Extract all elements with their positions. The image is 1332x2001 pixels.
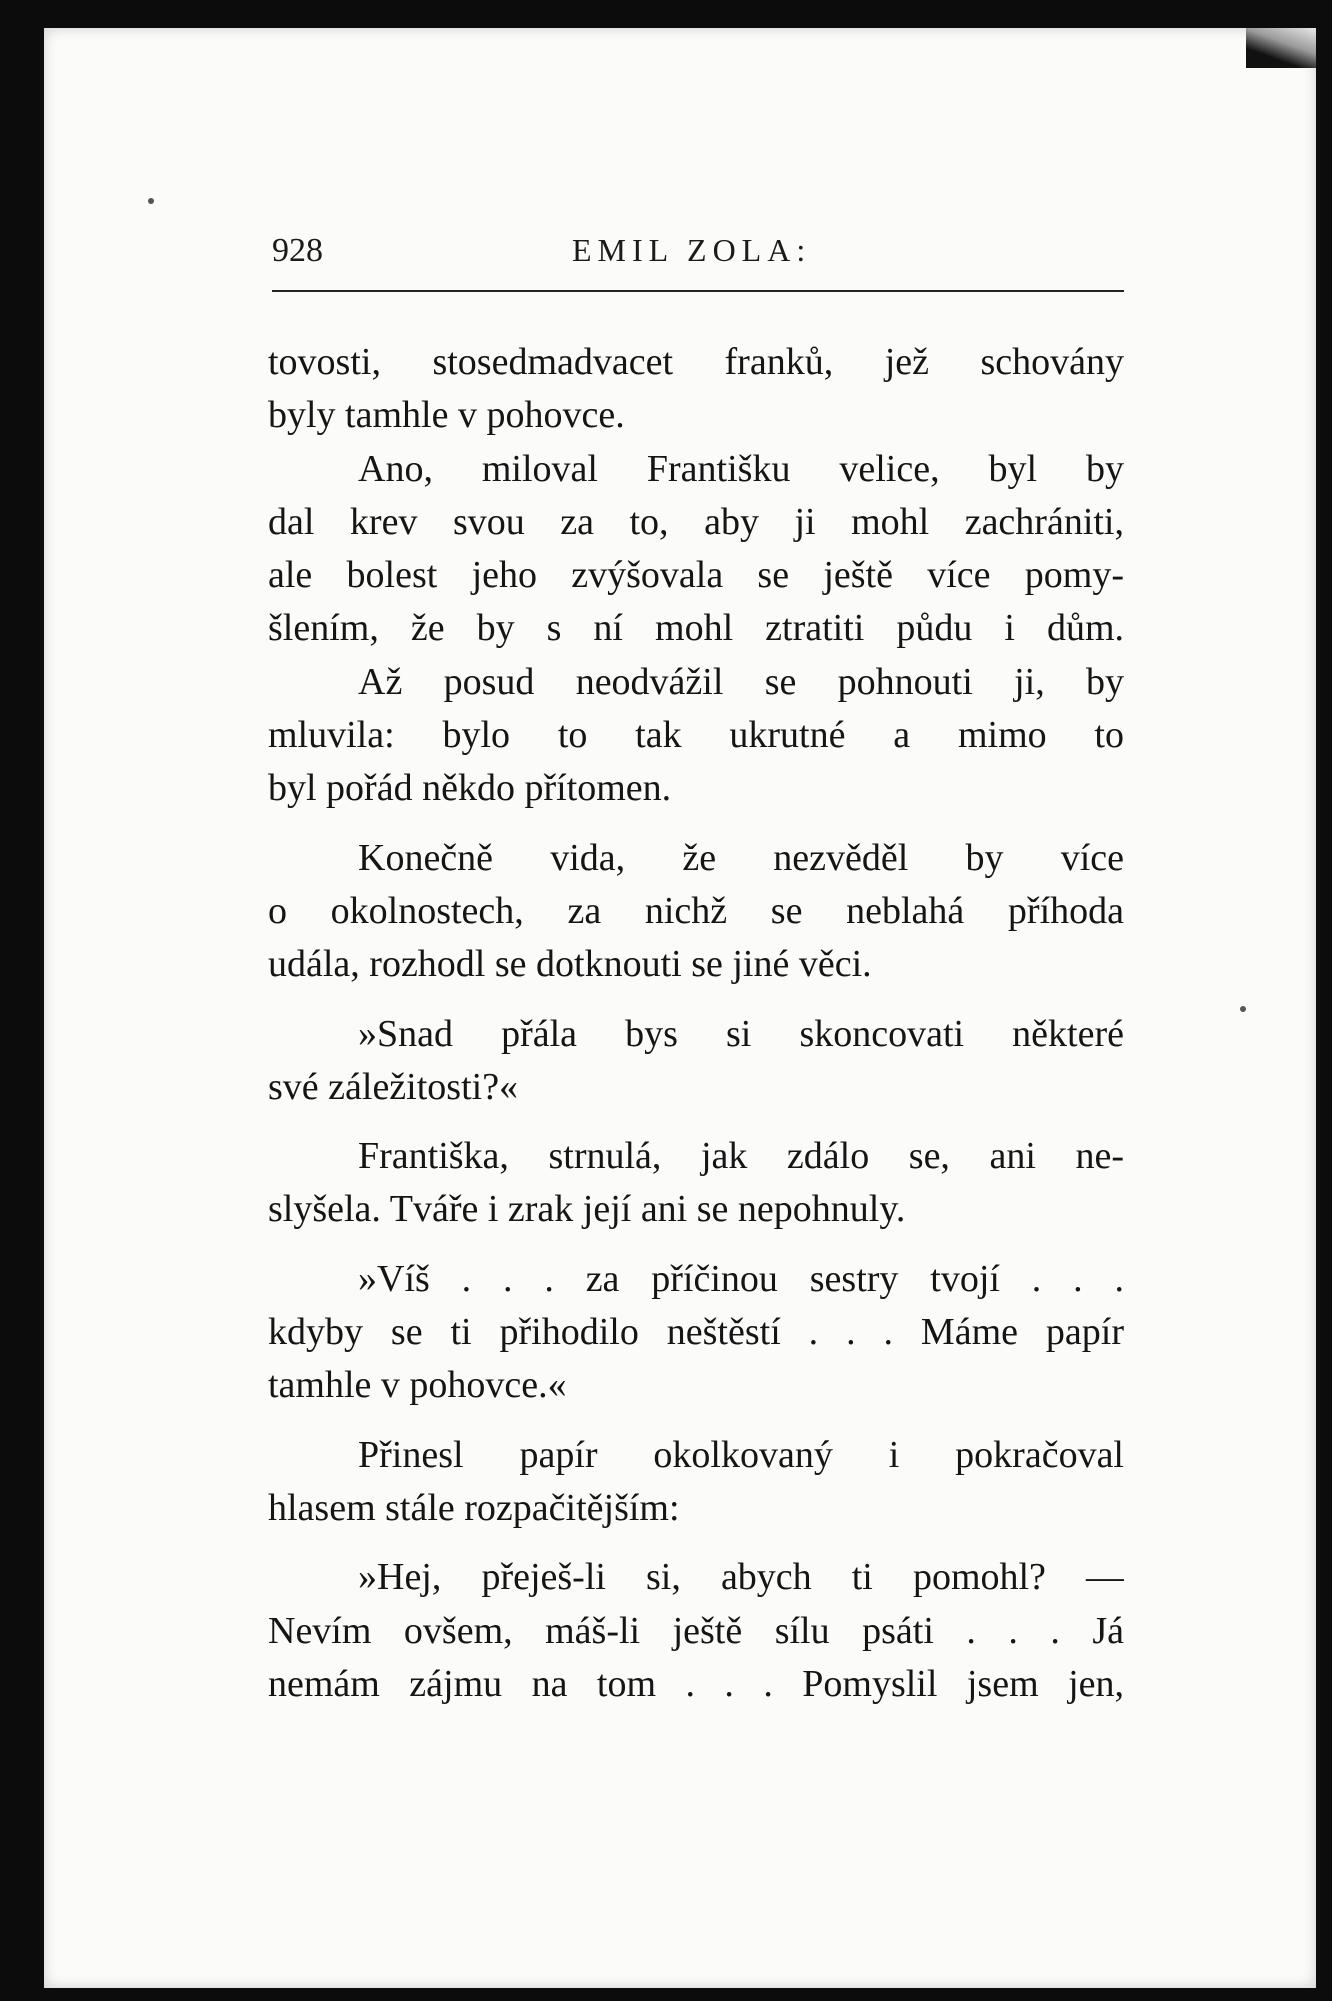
paragraph-gap: [268, 1535, 1124, 1551]
text-line: Až posud neodvážil se pohnouti ji, by: [358, 660, 1124, 703]
paragraph-gap: [268, 1237, 1124, 1253]
text-line: ale bolest jeho zvýšovala se ještě více pomy-: [268, 554, 1124, 597]
page-number: 928: [272, 232, 323, 269]
text-line: »Víš . . . za příčinou sestry tvojí . . .: [358, 1257, 1124, 1300]
text-line: o okolnostech, za nichž se neblahá příhoda: [268, 889, 1124, 932]
text-line: »Hej, přeješ-li si, abych ti pomohl? —: [358, 1556, 1124, 1599]
text-line: slyšela. Tváře i zrak její ani se nepohnuly.: [268, 1188, 906, 1231]
paragraph-gap: [268, 992, 1124, 1008]
text-line: Konečně vida, že nezvěděl by více: [358, 836, 1124, 879]
text-line: »Snad přála bys si skoncovati některé: [358, 1012, 1124, 1055]
text-line: udála, rozhodl se dotknouti se jiné věci.: [268, 943, 872, 986]
text-line: tamhle v pohovce.«: [268, 1364, 567, 1407]
text-line: Nevím ovšem, máš-li ještě sílu psáti . . . Já: [268, 1609, 1124, 1652]
page-corner-curl: [1246, 28, 1316, 68]
page-header: [272, 226, 1124, 286]
text-line: mluvila: bylo to tak ukrutné a mimo to: [268, 714, 1124, 757]
text-line: dal krev svou za to, aby ji mohl zachrániti,: [268, 500, 1124, 543]
text-line: tovosti, stosedmadvacet franků, jež schovány: [268, 341, 1124, 383]
text-line: byl pořád někdo přítomen.: [268, 767, 672, 810]
text-line: byly tamhle v pohovce.: [268, 394, 625, 437]
paper-speck: [1240, 1006, 1246, 1012]
header-rule: [272, 290, 1124, 292]
running-title: EMIL ZOLA:: [572, 232, 812, 268]
text-line: kdyby se ti přihodilo neštěstí . . . Máme papír: [268, 1311, 1124, 1354]
paragraph-gap: [268, 1413, 1124, 1429]
paragraph-gap: [268, 1114, 1124, 1130]
paper-speck: [148, 198, 154, 204]
text-line: Ano, miloval Františku velice, byl by: [358, 447, 1124, 490]
text-line: své záležitosti?«: [268, 1065, 519, 1108]
text-line: hlasem stále rozpačitějším:: [268, 1486, 680, 1529]
text-line: Františka, strnulá, jak zdálo se, ani ne-: [358, 1135, 1124, 1178]
text-line: šlením, že by s ní mohl ztratiti půdu i dům.: [268, 607, 1124, 650]
body-text: [268, 336, 1124, 1711]
paragraph-gap: [268, 816, 1124, 832]
text-line: Přinesl papír okolkovaný i pokračoval: [358, 1433, 1124, 1476]
text-line: nemám zájmu na tom . . . Pomyslil jsem jen,: [268, 1662, 1124, 1705]
